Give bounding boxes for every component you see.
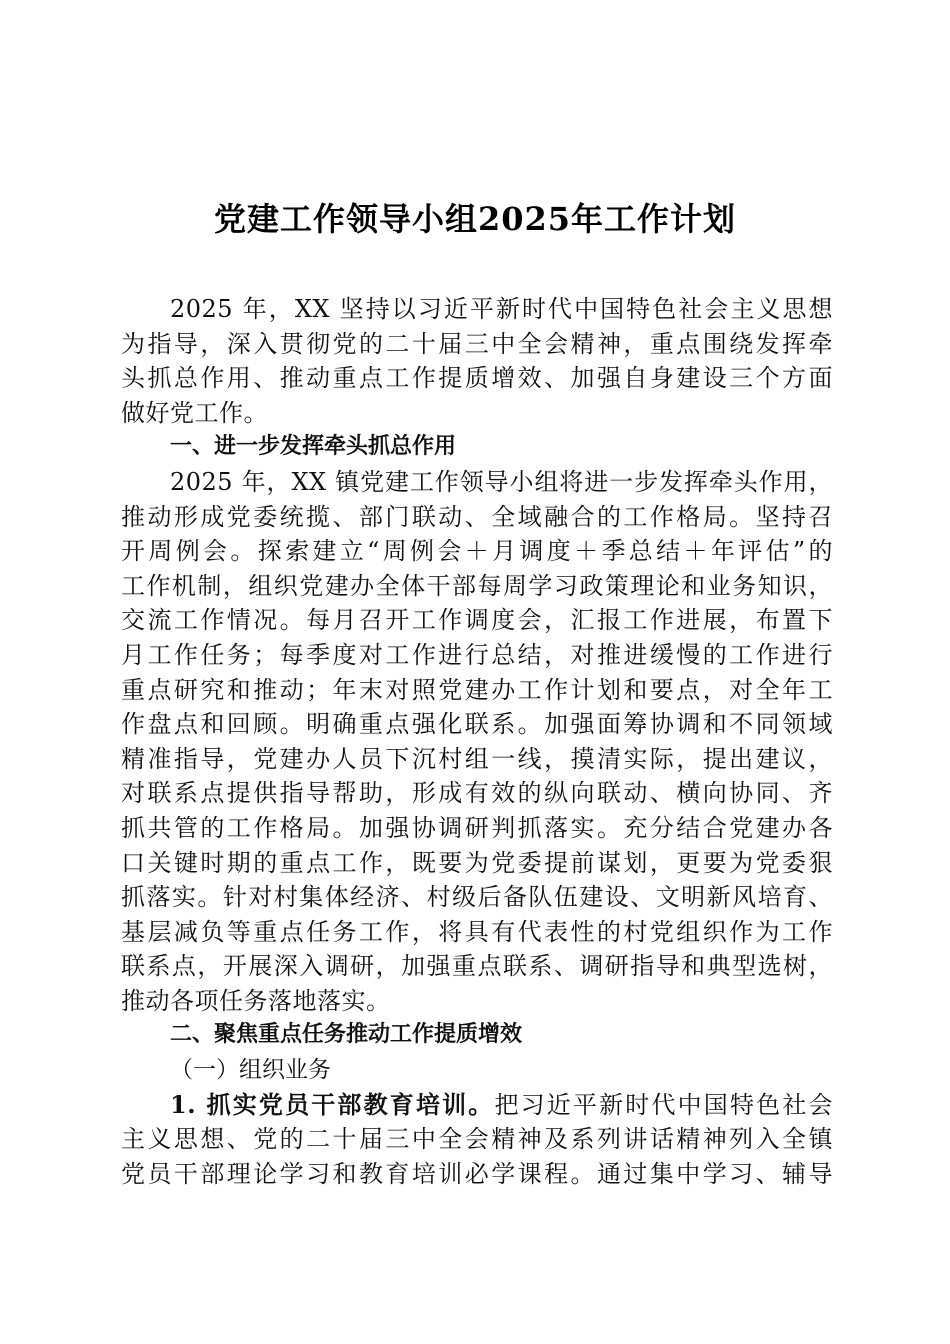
- item1-first-line: [121, 1088, 833, 1123]
- section1-line: 联系点，开展深入调研，加强重点联系、调研指导和典型选树，: [121, 952, 833, 981]
- intro-line: 2025 年，XX 坚持以习近平新时代中国特色社会主义思想: [170, 295, 833, 323]
- section1-line: 交流工作情况。每月召开工作调度会，汇报工作进展，布置下: [121, 606, 833, 635]
- section1-line: 基层减负等重点任务工作，将具有代表性的村党组织作为工作: [121, 917, 833, 946]
- section1-line: 对联系点提供指导帮助，形成有效的纵向联动、横向协同、齐: [121, 779, 833, 808]
- document-body: [121, 292, 833, 1191]
- section1-line: 开周例会。探索建立“周例会＋月调度＋季总结＋年评估”的: [121, 537, 833, 566]
- section1-line: 口关键时期的重点工作，既要为党委提前谋划，更要为党委狠: [121, 848, 833, 877]
- intro-line: 头抓总作用、推动重点工作提质增效、加强自身建设三个方面: [121, 364, 833, 393]
- item1-first-rest: 把习近平新时代中国特色社会: [494, 1090, 833, 1119]
- section2-heading: 二、聚焦重点任务推动工作提质增效: [170, 1022, 523, 1048]
- section1-line: 工作机制，组织党建办全体干部每周学习政策理论和业务知识，: [121, 571, 833, 600]
- intro-line: 为指导，深入贯彻党的二十届三中全会精神，重点围绕发挥牵: [121, 329, 833, 358]
- section1-line: 作盘点和回顾。明确重点强化联系。加强面筹协调和不同领域: [121, 710, 833, 739]
- item1-line: 主义思想、党的二十届三中全会精神及系列讲话精神列入全镇: [121, 1125, 833, 1154]
- section1-line: 精准指导，党建办人员下沉村组一线，摸清实际，提出建议，: [121, 744, 833, 773]
- item1-lead: 1. 抓实党员干部教育培训。: [170, 1089, 495, 1119]
- section1-heading: 一、进一步发挥牵头抓总作用: [170, 434, 457, 460]
- section1-line: 月工作任务；每季度对工作进行总结，对推进缓慢的工作进行: [121, 640, 833, 669]
- document-title: 党建工作领导小组2025年工作计划: [213, 200, 737, 238]
- section1-line: 2025 年，XX 镇党建工作领导小组将进一步发挥牵头作用，: [170, 467, 833, 496]
- section1-line: 推动形成党委统揽、部门联动、全域融合的工作格局。坚持召: [121, 502, 833, 531]
- section2-subheading: （一）组织业务: [170, 1057, 331, 1084]
- section1-line: 抓落实。针对村集体经济、村级后备队伍建设、文明新风培育、: [121, 883, 833, 912]
- section1-line: 抓共管的工作格局。加强协调研判抓落实。充分结合党建办各: [121, 813, 833, 842]
- item1-line: 党员干部理论学习和教育培训必学课程。通过集中学习、辅导: [121, 1159, 833, 1188]
- intro-line: 做好党工作。: [121, 398, 268, 427]
- section1-line: 重点研究和推动；年末对照党建办工作计划和要点，对全年工: [121, 675, 833, 704]
- section1-line: 推动各项任务落地落实。: [121, 986, 391, 1015]
